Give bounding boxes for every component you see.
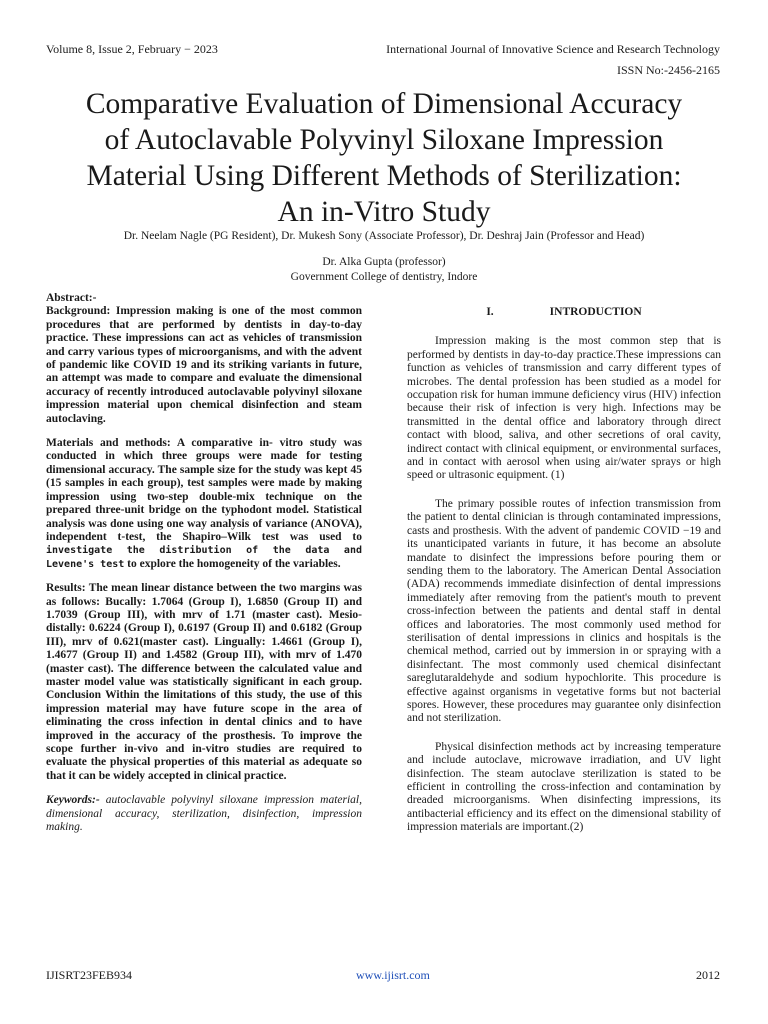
- keywords: [46, 794, 362, 834]
- title-line: Comparative Evaluation of Dimensional Accuracy: [85, 88, 683, 120]
- issn-number: ISSN No:-2456-2165: [616, 63, 720, 77]
- intro-paragraph: Physical disinfection methods act by increasing temperature and include autoclave, microwave irradiation, and UV light disinfection. The steam autoclave sterilization is stated to be efficient in controlling the cross-infection and contamination by dreaded microorganisms. When disinfecting impressions, its antibacterial efficiency and its effect on the dimensional stability of impression materials are important.(2): [407, 740, 721, 834]
- section-heading: [407, 306, 721, 319]
- keywords-text: autoclavable polyvinyl siloxane impression material, dimensional accuracy, sterilization, disinfection, impression making.: [46, 794, 362, 834]
- abstract-background: Background: Impression making is one of the most common procedures that are performed by dentists in day-to-day practice. These impressions can act as vehicles of transmission and carry various types of microorganisms, and with the advent of pandemic like COVID 19 and its striking variants in future, an attempt was made to compare and evaluate the dimensional accuracy of recently introduced autoclavable polyvinyl siloxane impression material upon chemical disinfection and steam autoclaving.: [46, 305, 362, 425]
- introduction-column: [407, 306, 721, 850]
- abstract-methods-tail: to explore the homogeneity of the variables.: [124, 557, 341, 570]
- author-second: Dr. Alka Gupta (professor): [322, 256, 446, 268]
- abstract-methods-mono: investigate the distribution of the data and Levene's test: [46, 545, 362, 570]
- title-line: Material Using Different Methods of Sterilization:: [86, 160, 682, 192]
- section-number: I.: [486, 306, 494, 318]
- paper-title: [40, 86, 728, 230]
- footer-page-number: 2012: [696, 968, 720, 982]
- running-header-journal: International Journal of Innovative Science and Research Technology: [386, 42, 720, 56]
- footer-paper-code: IJISRT23FEB934: [46, 968, 132, 982]
- abstract-label: Abstract:-: [46, 292, 97, 304]
- section-title: INTRODUCTION: [549, 306, 642, 318]
- author-list: Dr. Neelam Nagle (PG Resident), Dr. Mukesh Sony (Associate Professor), Dr. Deshraj Jain (Professor and Head): [123, 230, 645, 242]
- footer-website-link[interactable]: www.ijisrt.com: [356, 968, 430, 982]
- abstract-methods-text: Materials and methods: A comparative in- vitro study was conducted in which three groups were made for testing dimensional accuracy. The sample size for the study was kept 45 (15 samples in each group), test samples were made by making impression using two-step double-mix technique on the prepared three-unit bridge on the typhodont model. Statistical analysis was done using one way analysis of variance (ANOVA), independent t-test, the Shapiro–Wilk test was used to: [46, 437, 362, 543]
- affiliation: Government College of dentistry, Indore: [290, 271, 478, 283]
- title-line: An in-Vitro Study: [277, 196, 491, 228]
- running-header-volume: Volume 8, Issue 2, February − 2023: [46, 42, 218, 56]
- keywords-label: Keywords:-: [46, 794, 100, 807]
- title-line: of Autoclavable Polyvinyl Siloxane Impression: [104, 124, 664, 156]
- abstract-results: Results: The mean linear distance between the two margins was as follows: Bucally: 1.7064 (Group I), 1.6850 (Group II) and 1.7039 (Group III), with mrv of 1.71 (master cast). Mesio-distally: 0.6224 (Group I), 0.6197 (Group II) and 0.6182 (Group III), mrv of 0.621(master cast). Lingually: 1.4661 (Group I), 1.4677 (Group II) and 1.4582 (Group III), with mrv of 1.470 (master cast). The difference between the calculated value and master model value was statistically significant in each group. Conclusion Within the limitations of this study, the use of this impression material may have future scope in the area of eliminating the cross infection in dental clinics and to have improved in the accuracy of the prosthesis. To improve the scope further in-vivo and in-vitro studies are required to evaluate the physical properties of this material as adequate so that it can be widely accepted in clinical practice.: [46, 582, 362, 782]
- intro-paragraph: Impression making is the most common step that is performed by dentists in day-to-day practice.These impressions can function as vehicles of transmission and carry different types of microbes. The dental profession has been studied as a model for occupation risk for human immune deficiency virus (HIV) infection because their risk of infection is very high. Infections may be transmitted in the dental office and laboratory through direct contact with blood, saliva, and other secretions of oral cavity, indirect contact with clinical equipment, or environmental surfaces, and in contact with aerosol when using air/water sprays or high speed or ultrasonic equipment. (1): [407, 335, 721, 482]
- intro-paragraph: The primary possible routes of infection transmission from the patient to dental clinician is through contaminated impressions, casts and prosthesis. With the advent of pandemic COVID −19 and its unanticipated variants in future, it has become an absolute mandate to disinfect the impressions before pouring them or sending them to the laboratory. The American Dental Association (ADA) recommends immediate disinfection of dental impressions immediately after removing from the patient's mouth to prevent cross-infection between the patients and dental staff in dental offices and laboratories. The most commonly used method for sterilisation of dental impressions in clinics and hospitals is the chemical method, carried out by immersion in or spraying with a disinfectant. The most commonly used chemical disinfectant sareglutaraldehyde and sodium hypochlorite. This procedure is effective against organisms in vegetative forms but not bacterial spores. However, these procedures may guarantee only disinfection and not sterilization.: [407, 497, 721, 725]
- abstract-column: [46, 292, 362, 834]
- abstract-methods: [46, 437, 362, 571]
